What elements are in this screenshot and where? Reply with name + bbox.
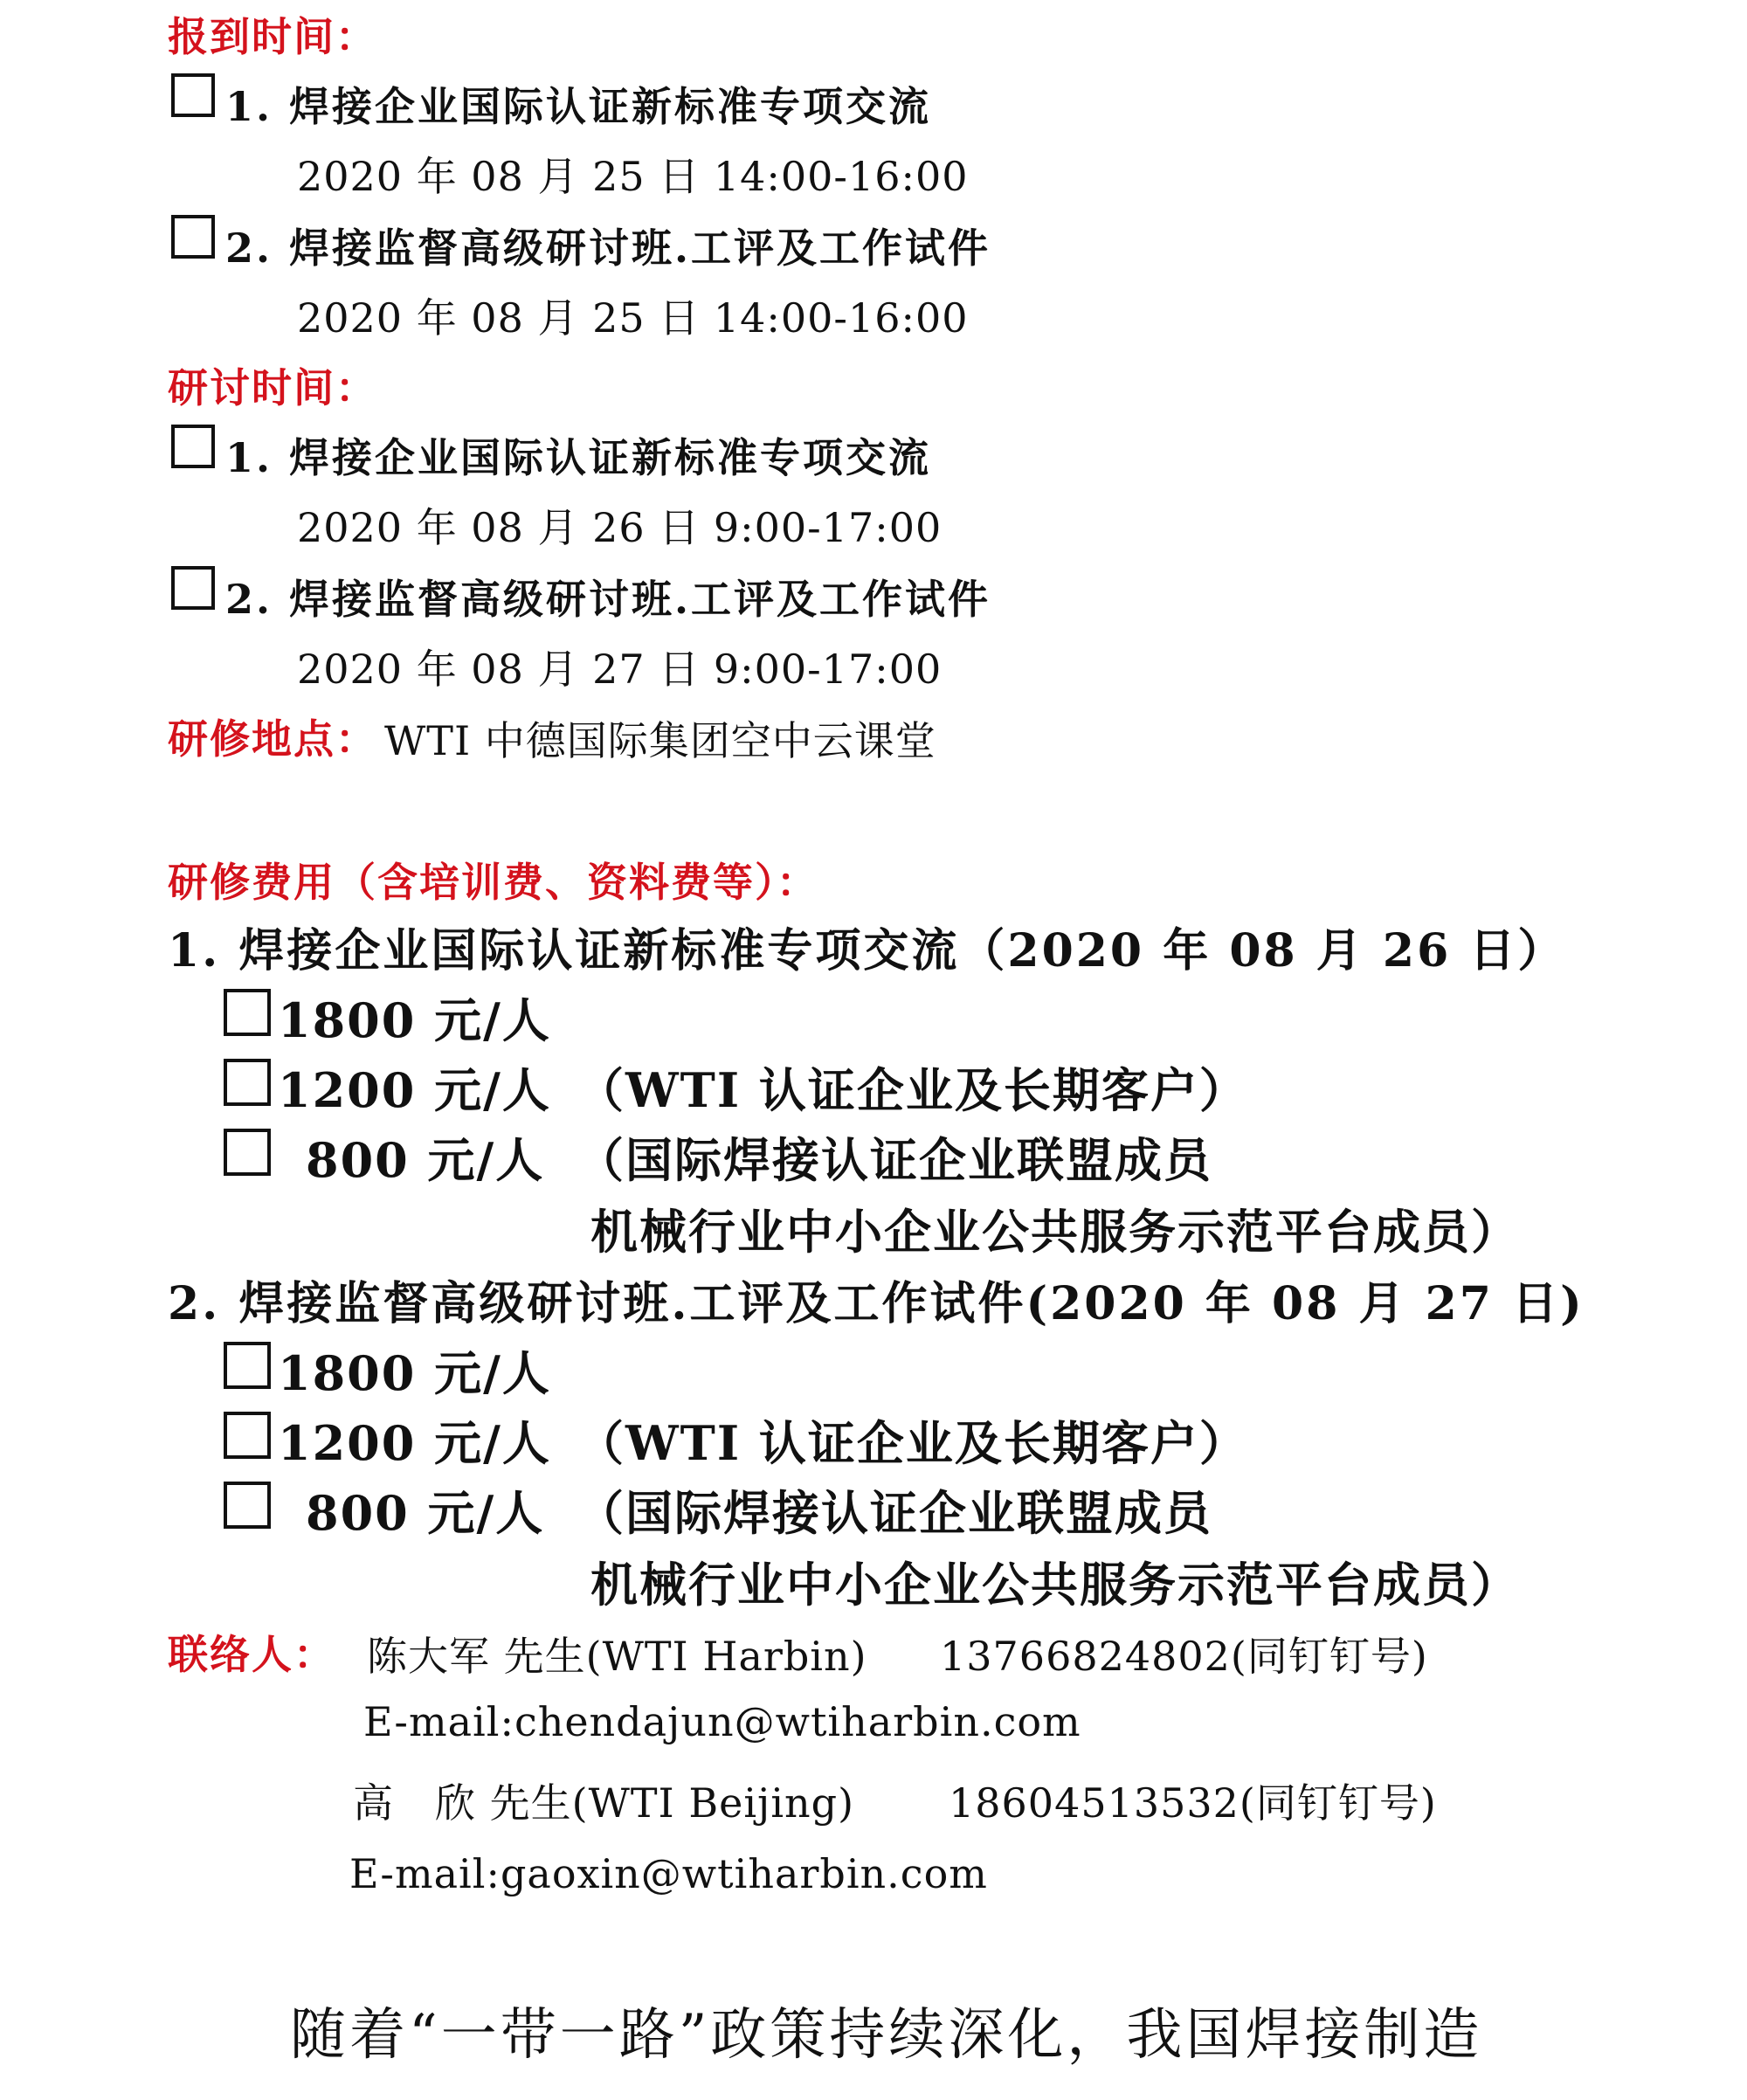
fee-course-2-option-1-price: 1800 元/人 <box>278 1345 551 1401</box>
fee-course-2-option-2-price: 1200 元/人 <box>278 1415 551 1471</box>
fee-course-1-option-2-note: （WTI 认证企业及长期客户） <box>577 1062 1248 1118</box>
location-heading: 研修地点： <box>168 715 377 763</box>
fee-course-1-option-3-note: （国际焊接认证企业联盟成员 <box>577 1132 1212 1188</box>
registration-item-2-checkbox[interactable] <box>171 215 215 259</box>
seminar-item-2-checkbox[interactable] <box>171 566 215 610</box>
registration-item-2-label: 2. 焊接监督高级研讨班.工评及工作试件 <box>225 225 991 272</box>
fees-heading: 研修费用（含培训费、资料费等）： <box>168 859 818 906</box>
fee-course-2-option-2-checkbox[interactable] <box>224 1412 271 1459</box>
contact-2-phone: 18604513532(同钉钉号) <box>949 1779 1437 1827</box>
contacts-heading: 联络人： <box>168 1631 335 1678</box>
registration-item-2-time: 2020 年 08 月 25 日 14:00-16:00 <box>297 294 969 342</box>
contact-1-name: 陈大军 先生(WTI Harbin) <box>367 1633 867 1680</box>
location-value: WTI 中德国际集团空中云课堂 <box>384 717 936 764</box>
seminar-item-1-time: 2020 年 08 月 26 日 9:00-17:00 <box>297 504 943 551</box>
fee-course-2-option-3-note: （国际焊接认证企业联盟成员 <box>577 1485 1212 1541</box>
fee-course-1-option-1-price: 1800 元/人 <box>278 992 551 1048</box>
registration-heading: 报到时间： <box>168 13 377 60</box>
fee-course-1-option-1-checkbox[interactable] <box>224 989 271 1036</box>
footer-paragraph: 随着“一带一路”政策持续深化，我国焊接制造 <box>290 2003 1483 2068</box>
contact-1-phone: 13766824802(同钉钉号) <box>940 1633 1428 1680</box>
contact-1-email[interactable]: E-mail:chendajun@wtiharbin.com <box>363 1698 1081 1745</box>
fee-course-1-option-3-price: 800 元/人 <box>306 1132 545 1188</box>
contact-2-name: 高 欣 先生(WTI Beijing) <box>353 1779 855 1827</box>
seminar-heading: 研讨时间： <box>168 364 377 411</box>
fee-course-1-title: 1. 焊接企业国际认证新标准专项交流（2020 年 08 月 26 日） <box>168 924 1566 977</box>
fee-course-2-option-3-note2: 机械行业中小企业公共服务示范平台成员） <box>590 1557 1520 1613</box>
fee-course-1-option-2-checkbox[interactable] <box>224 1059 271 1106</box>
contact-2-email[interactable]: E-mail:gaoxin@wtiharbin.com <box>349 1850 988 1897</box>
fee-course-1-option-2-price: 1200 元/人 <box>278 1062 551 1118</box>
seminar-item-2-time: 2020 年 08 月 27 日 9:00-17:00 <box>297 646 943 693</box>
fee-course-2-option-2-note: （WTI 认证企业及长期客户） <box>577 1415 1248 1471</box>
fee-course-2-option-1-checkbox[interactable] <box>224 1342 271 1389</box>
fee-course-1-option-3-note2: 机械行业中小企业公共服务示范平台成员） <box>590 1204 1520 1260</box>
seminar-item-2-label: 2. 焊接监督高级研讨班.工评及工作试件 <box>225 576 991 623</box>
seminar-item-1-checkbox[interactable] <box>171 425 215 468</box>
registration-item-1-time: 2020 年 08 月 25 日 14:00-16:00 <box>297 153 969 200</box>
seminar-item-1-label: 1. 焊接企业国际认证新标准专项交流 <box>225 434 932 481</box>
registration-item-1-checkbox[interactable] <box>171 73 215 117</box>
fee-course-2-option-3-price: 800 元/人 <box>306 1485 545 1541</box>
fee-course-1-option-3-checkbox[interactable] <box>224 1129 271 1176</box>
fee-course-2-option-3-checkbox[interactable] <box>224 1482 271 1529</box>
registration-item-1-label: 1. 焊接企业国际认证新标准专项交流 <box>225 83 932 130</box>
fee-course-2-title: 2. 焊接监督高级研讨班.工评及工作试件(2020 年 08 月 27 日) <box>168 1277 1585 1330</box>
